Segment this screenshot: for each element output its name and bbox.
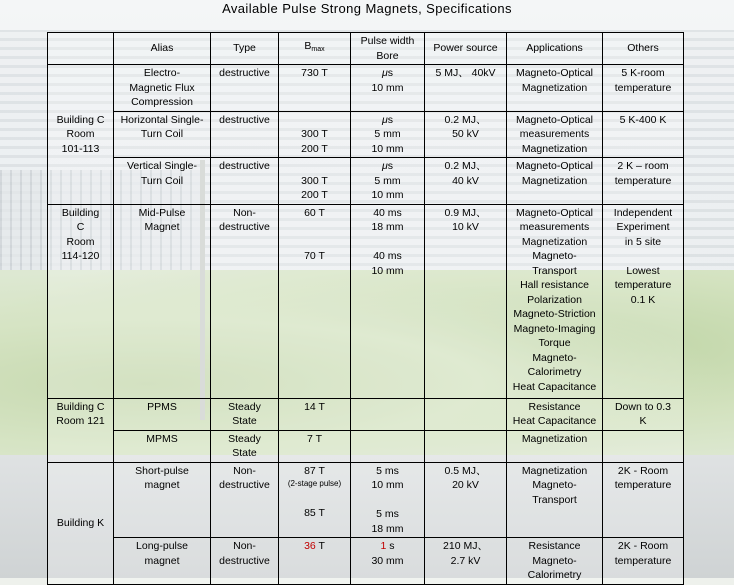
table-row-hstc <box>48 111 684 158</box>
applications-vstc <box>507 158 603 205</box>
text-line: 300 T <box>301 128 328 140</box>
spec-table <box>47 32 684 585</box>
text-line: C <box>76 221 85 233</box>
text-line: 200 T <box>301 189 328 201</box>
text-line: μs <box>381 67 393 79</box>
others-mpms <box>603 430 684 462</box>
text-line: destructive <box>219 113 270 126</box>
text-line: 10 mm <box>371 264 404 277</box>
text-line: Experiment <box>616 221 670 233</box>
text-line: Building C <box>56 113 105 126</box>
text-line: Non- <box>233 206 256 219</box>
text-line: Calorimetry <box>527 366 582 378</box>
text-line: State <box>232 415 257 427</box>
text-line: 40 kV <box>452 174 479 187</box>
bmax-short <box>279 462 351 538</box>
power-short <box>425 462 507 538</box>
text-line: Heat Capacitance <box>512 380 597 393</box>
table-row-ppms <box>48 398 684 430</box>
type-ppms <box>211 398 279 430</box>
type-vstc <box>211 158 279 205</box>
text-line: 70 T <box>304 250 325 262</box>
text-line <box>282 235 347 250</box>
table-row-vstc <box>48 158 684 205</box>
header-bmax-b: B <box>304 40 312 53</box>
bmax-emfc <box>279 65 351 112</box>
text-line: Transport <box>532 493 577 506</box>
text-line: Magnet <box>144 221 180 233</box>
text-line: 40 ms <box>373 206 402 219</box>
text-line: K <box>639 415 647 427</box>
alias-mid <box>114 204 211 398</box>
header-applications: Applications <box>507 33 603 65</box>
text-line: Magnetization <box>521 235 588 248</box>
text-line: temperature <box>614 479 672 491</box>
type-hstc <box>211 111 279 158</box>
text-line: Resistance <box>528 400 581 413</box>
text-line: Magneto-Optical <box>515 160 594 172</box>
pulse-long <box>351 538 425 585</box>
text-line: 210 MJ、 <box>443 540 488 552</box>
text-line: Down to 0.3 <box>614 400 672 413</box>
text-line: 10 kV <box>452 221 479 233</box>
text-line: 14 T <box>304 400 325 413</box>
applications-long <box>507 538 603 585</box>
others-emfc <box>603 65 684 112</box>
text-line: 101-113 <box>61 142 100 155</box>
text-line: Magneto-Optical <box>515 206 594 219</box>
type-long <box>211 538 279 585</box>
location-building-k <box>48 462 114 584</box>
text-line: destructive <box>219 160 270 172</box>
text-line: 2K - Room <box>617 540 669 552</box>
text-line: Magneto- <box>532 554 577 567</box>
others-ppms <box>603 398 684 430</box>
text-line: Long-pulse <box>136 540 188 552</box>
text-line: temperature <box>614 279 672 291</box>
bmax-hstc <box>279 111 351 158</box>
text-line: temperature <box>614 81 672 94</box>
header-type: Type <box>211 33 279 65</box>
alias-long <box>114 538 211 585</box>
text-line: 5 ms <box>376 464 399 477</box>
applications-short <box>507 462 603 538</box>
text-line: Magnetization <box>521 81 588 94</box>
text-line: Building K <box>56 516 105 529</box>
text-line: Turn Coil <box>140 174 184 187</box>
text-line: 7 T <box>307 432 322 445</box>
text-line: Magnetic Flux <box>129 81 195 94</box>
text-line: 5 mm <box>374 174 401 187</box>
others-hstc <box>603 111 684 158</box>
text-line: 2.7 kV <box>450 554 481 567</box>
text-line: 5 mm <box>374 128 401 140</box>
text-line: Torque <box>538 337 571 349</box>
pulse-long-unit: s <box>386 540 395 552</box>
text-line: Steady <box>228 400 261 413</box>
text-line: Magnetization <box>521 174 588 187</box>
text-line: 10 mm <box>371 142 404 155</box>
applications-emfc <box>507 65 603 112</box>
table-row-mpms <box>48 430 684 462</box>
text-line: Magneto- <box>532 479 577 491</box>
location-building-c-114 <box>48 204 114 398</box>
power-mid <box>425 204 507 398</box>
text-line: MPMS <box>146 432 178 445</box>
text-line: temperature <box>614 554 672 567</box>
applications-mid <box>507 204 603 398</box>
text-line: Pulse width <box>360 35 415 47</box>
power-emfc <box>425 65 507 112</box>
text-line: Magneto-Optical <box>515 67 594 79</box>
alias-vstc <box>114 158 211 205</box>
text-line: Transport <box>532 264 577 277</box>
pulse-long-bore: 30 mm <box>371 554 404 567</box>
power-ppms <box>425 398 507 430</box>
text-line: Magneto-Striction <box>513 308 596 320</box>
text-line: measurements <box>519 128 590 140</box>
text-line: Independent <box>613 206 673 219</box>
text-line: 20 kV <box>452 479 479 491</box>
others-long <box>603 538 684 585</box>
type-emfc <box>211 65 279 112</box>
text-line: μs <box>381 160 393 172</box>
header-bmax-sub: max <box>311 46 325 54</box>
pulse-short <box>351 462 425 538</box>
text-line: 5 K-400 K <box>619 113 667 126</box>
text-line: 0.5 MJ、 <box>444 464 487 477</box>
text-line: Magneto- <box>532 250 577 262</box>
text-line: 0.1 K <box>630 293 656 306</box>
bmax-mid <box>279 204 351 398</box>
text-line: 40 ms <box>373 250 402 262</box>
text-line: 0.2 MJ、 <box>444 160 487 172</box>
text-line: 10 mm <box>371 81 404 94</box>
header-pulse <box>351 33 425 65</box>
text-line: Polarization <box>527 293 582 306</box>
text-line: magnet <box>144 554 180 567</box>
pulse-emfc <box>351 65 425 112</box>
text-line: 730 T <box>301 67 328 79</box>
text-line: Compression <box>131 96 193 108</box>
text-line: 200 T <box>301 142 328 155</box>
header-others: Others <box>603 33 684 65</box>
others-mid <box>603 204 684 398</box>
table-row-long-pulse <box>48 538 684 585</box>
text-line: Non- <box>233 464 256 477</box>
text-line: 10 mm <box>371 479 404 491</box>
alias-short <box>114 462 211 538</box>
bmax-vstc <box>279 158 351 205</box>
pulse-long-value: 1 <box>380 540 387 552</box>
table-row-short-pulse <box>48 462 684 538</box>
type-mpms <box>211 430 279 462</box>
text-line: destructive <box>219 554 270 567</box>
text-line: destructive <box>219 221 270 233</box>
text-line: 18 mm <box>371 522 404 535</box>
text-line: Resistance <box>528 540 581 552</box>
text-line: Magnetization <box>521 464 588 477</box>
alias-ppms <box>114 398 211 430</box>
pulse-vstc <box>351 158 425 205</box>
bmax-long-unit: T <box>315 540 325 552</box>
text-line: destructive <box>219 479 270 491</box>
text-line: Turn Coil <box>140 128 184 140</box>
text-line: Horizontal Single- <box>120 113 204 126</box>
bmax-long-value: 36 <box>304 540 316 552</box>
text-line: PPMS <box>147 400 177 413</box>
text-line: 2K - Room <box>617 464 669 477</box>
text-line <box>354 493 421 508</box>
bmax-short-value: 87 T <box>304 464 325 477</box>
text-line: 2 K – room <box>617 160 669 172</box>
text-line: 50 kV <box>452 128 479 140</box>
text-line <box>282 220 347 235</box>
text-line: Magneto-Imaging <box>513 322 596 335</box>
location-building-c-101 <box>48 65 114 205</box>
alias-emfc <box>114 65 211 112</box>
text-line: Short-pulse <box>135 464 189 477</box>
text-line: 5 MJ、 40kV <box>435 67 496 79</box>
power-mpms <box>425 430 507 462</box>
alias-hstc <box>114 111 211 158</box>
table-row-mid-pulse <box>48 204 684 398</box>
text-line: in 5 site <box>624 235 662 248</box>
bmax-ppms <box>279 398 351 430</box>
bmax-short-value-2: 85 T <box>304 507 325 519</box>
text-line: Magnetization <box>521 432 588 445</box>
others-short <box>603 462 684 538</box>
text-line: Bore <box>376 49 399 62</box>
text-line: μs <box>381 113 393 126</box>
applications-hstc <box>507 111 603 158</box>
text-line <box>354 235 421 250</box>
alias-mpms <box>114 430 211 462</box>
page-title: Available Pulse Strong Magnets, Specifications <box>222 1 512 16</box>
power-vstc <box>425 158 507 205</box>
pulse-mpms <box>351 430 425 462</box>
text-line: Calorimetry <box>527 569 582 581</box>
text-line: Lowest <box>626 264 660 277</box>
applications-ppms <box>507 398 603 430</box>
text-line: Mid-Pulse <box>138 206 186 219</box>
header-row <box>48 33 684 65</box>
pulse-hstc <box>351 111 425 158</box>
location-building-c-121 <box>48 398 114 462</box>
bmax-mpms <box>279 430 351 462</box>
bmax-long <box>279 538 351 585</box>
text-line: Heat Capacitance <box>512 415 597 427</box>
text-line: 0.2 MJ、 <box>444 113 487 126</box>
text-line: Magneto-Optical <box>515 113 594 126</box>
header-power: Power source <box>425 33 507 65</box>
pulse-ppms <box>351 398 425 430</box>
pulse-mid <box>351 204 425 398</box>
text-line: temperature <box>614 174 672 187</box>
header-alias: Alias <box>114 33 211 65</box>
text-line: 10 mm <box>371 189 404 201</box>
text-line: 18 mm <box>371 221 404 233</box>
type-mid <box>211 204 279 398</box>
text-line: 5 ms <box>376 508 399 520</box>
header-location <box>48 33 114 65</box>
text-line: Room <box>66 235 95 248</box>
text-line: Building C <box>56 400 105 413</box>
text-line: Vertical Single- <box>126 160 198 172</box>
power-long <box>425 538 507 585</box>
text-line: Room <box>66 128 95 140</box>
text-line: Building <box>61 206 100 219</box>
text-line: Electro- <box>143 67 181 79</box>
table-row-emfc <box>48 65 684 112</box>
text-line: 300 T <box>301 174 328 187</box>
power-hstc <box>425 111 507 158</box>
text-line: State <box>232 447 257 459</box>
text-line: Non- <box>233 540 256 552</box>
text-line <box>606 249 680 264</box>
text-line: 0.9 MJ、 <box>444 206 487 219</box>
text-line: Magneto- <box>532 351 577 364</box>
text-line: 114-120 <box>61 250 100 262</box>
text-line: 60 T <box>304 206 325 219</box>
text-line: 5 K-room <box>621 67 665 79</box>
bmax-short-note: (2-stage pulse) <box>287 479 342 488</box>
text-line: measurements <box>519 221 590 233</box>
applications-mpms <box>507 430 603 462</box>
text-line: magnet <box>144 479 180 491</box>
text-line: Steady <box>228 432 261 445</box>
text-line: destructive <box>219 67 270 79</box>
others-vstc <box>603 158 684 205</box>
text-line: Room 121 <box>56 415 105 427</box>
header-bmax <box>279 33 351 65</box>
text-line: Magnetization <box>521 142 588 155</box>
type-short <box>211 462 279 538</box>
text-line: Hall resistance <box>520 279 589 291</box>
